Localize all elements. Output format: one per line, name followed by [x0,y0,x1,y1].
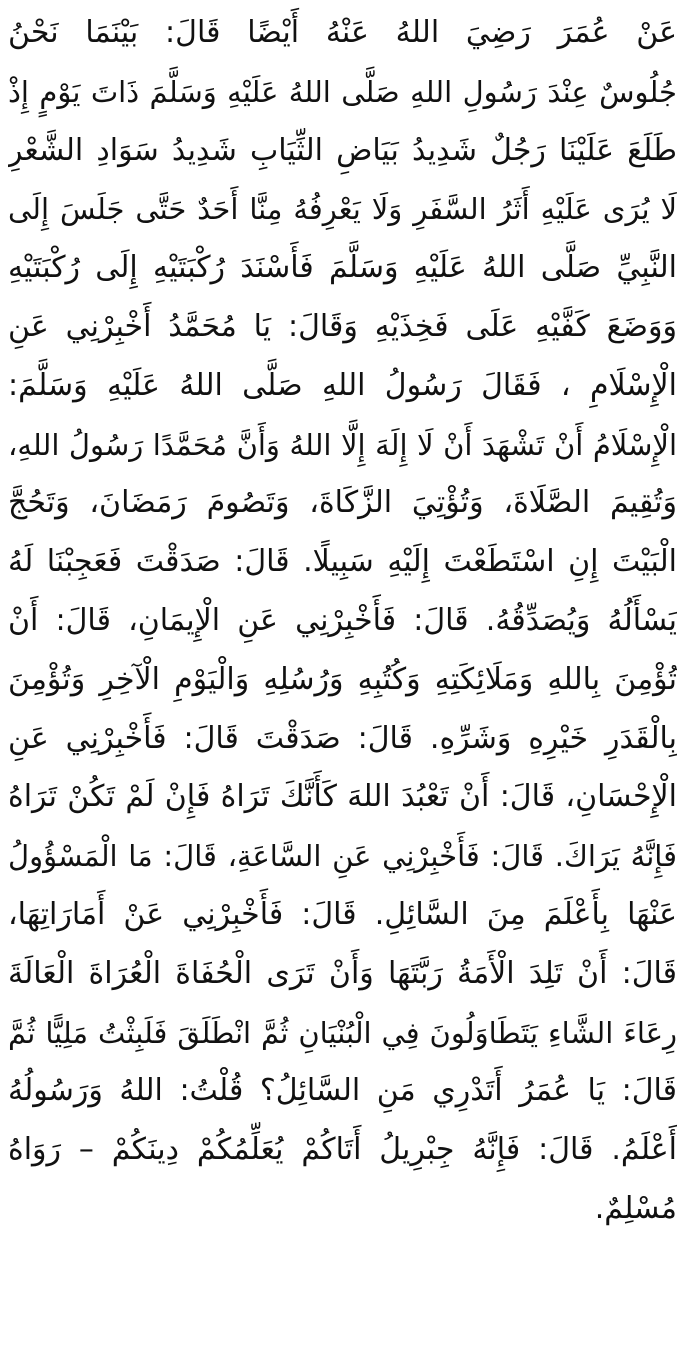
text-line-last: مُسْلِمٌ. [594,1190,677,1226]
text-line: وَوَضَعَ كَفَّيْهِ عَلَى فَخِذَيْهِ وَقَالَ: يَا مُحَمَّدُ أَخْبِرْنِي عَنِ [8,308,677,344]
text-line: رِعَاءَ الشَّاءِ يَتَطَاوَلُونَ فِي الْبُنْيَانِ ثُمَّ انْطَلَقَ فَلَبِثْتُ مَلِيًّا ثُمَّ [8,1015,677,1050]
text-line: جُلُوسٌ عِنْدَ رَسُولِ اللهِ صَلَّى اللهُ عَلَيْهِ وَسَلَّمَ ذَاتَ يَوْمٍ إِذْ [8,74,677,109]
text-line: الْإِحْسَانِ، قَالَ: أَنْ تَعْبُدَ اللهَ كَأَنَّكَ تَرَاهُ فَإِنْ لَمْ تَكُنْ تَرَاهُ [8,779,677,815]
text-line: يَسْأَلُهُ وَيُصَدِّقُهُ. قَالَ: فَأَخْبِرْنِي عَنِ الْإِيمَانِ، قَالَ: أَنْ [8,602,677,638]
text-line: بِالْقَدَرِ خَيْرِهِ وَشَرِّهِ. قَالَ: صَدَقْتَ قَالَ: فَأَخْبِرْنِي عَنِ [8,720,677,756]
text-line: الْبَيْتَ إِنِ اسْتَطَعْتَ إِلَيْهِ سَبِيلًا. قَالَ: صَدَقْتَ فَعَجِبْنَا لَهُ [8,544,677,580]
text-line: عَنْهَا بِأَعْلَمَ مِنَ السَّائِلِ. قَالَ: فَأَخْبِرْنِي عَنْ أَمَارَاتِهَا، [8,896,677,932]
text-line: قَالَ: يَا عُمَرُ أَتَدْرِي مَنِ السَّائِلُ؟ قُلْتُ: اللهُ وَرَسُولُهُ [8,1073,677,1109]
text-line: الْإِسْلَامِ ، فَقَالَ رَسُولُ اللهِ صَلَّى اللهُ عَلَيْهِ وَسَلَّمَ: [8,367,677,403]
text-line: فَإِنَّهُ يَرَاكَ. قَالَ: فَأَخْبِرْنِي عَنِ السَّاعَةِ، قَالَ: مَا الْمَسْؤُولُ [8,839,677,874]
text-line: أَعْلَمُ. قَالَ: فَإِنَّهُ جِبْرِيلُ أَتَاكُمْ يُعَلِّمُكُمْ دِينَكُمْ – رَوَاهُ [8,1132,677,1168]
text-line: الْإِسْلَامُ أَنْ تَشْهَدَ أَنْ لَا إِلَهَ إِلَّا اللهُ وَأَنَّ مُحَمَّدًا رَسُولُ اللهِ، [8,427,677,462]
text-line: النَّبِيِّ صَلَّى اللهُ عَلَيْهِ وَسَلَّمَ فَأَسْنَدَ رُكْبَتَيْهِ إِلَى رُكْبَتَيْهِ [8,250,677,286]
text-line: عَنْ عُمَرَ رَضِيَ اللهُ عَنْهُ أَيْضًا قَالَ: بَيْنَمَا نَحْنُ [8,15,677,50]
text-line: طَلَعَ عَلَيْنَا رَجُلٌ شَدِيدُ بَيَاضِ الثِّيَابِ شَدِيدُ سَوَادِ الشَّعْرِ [8,132,677,168]
hadith-text [8,4,677,1239]
text-line: لَا يُرَى عَلَيْهِ أَثَرُ السَّفَرِ وَلَا يَعْرِفُهُ مِنَّا أَحَدٌ حَتَّى جَلَسَ إِلَى [8,192,677,227]
text-line: قَالَ: أَنْ تَلِدَ الْأَمَةُ رَبَّتَهَا وَأَنْ تَرَى الْحُفَاةَ الْعُرَاةَ الْعَالَةَ [8,955,677,991]
text-line: وَتُقِيمَ الصَّلَاةَ، وَتُؤْتِيَ الزَّكَاةَ، وَتَصُومَ رَمَضَانَ، وَتَحُجَّ [8,485,677,521]
text-line: تُؤْمِنَ بِاللهِ وَمَلَائِكَتِهِ وَكُتُبِهِ وَرُسُلِهِ وَالْيَوْمِ الْآخِرِ وَتُؤْمِنَ [8,661,677,697]
